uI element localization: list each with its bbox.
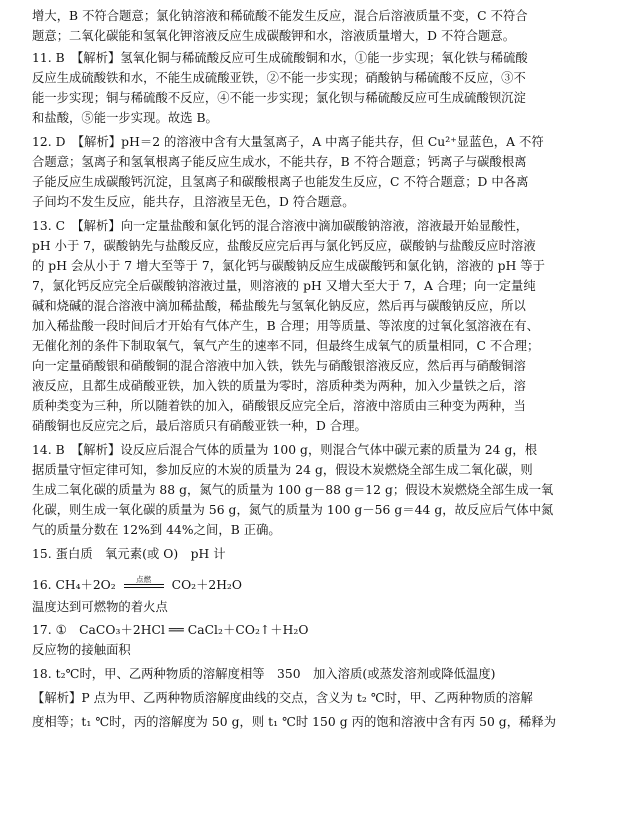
text-line: 化碳，则生成一氧化碳的质量为 56 g，氮气的质量为 100 g－56 g＝44 g，故反应后气体中氮 [32, 503, 554, 517]
text-line: 加入稀盐酸一段时间后才开始有气体产生，B 合理；用等质量、等浓度的过氧化氢溶液在有、 [32, 319, 539, 333]
reaction-arrow [124, 576, 164, 588]
q18-analysis-line: 【解析】P 点为甲、乙两种物质溶解度曲线的交点，含义为 t₂ ℃时，甲、乙两种物质的溶解 [32, 691, 533, 705]
text-line: 气的质量分数在 12%到 44%之间，B 正确。 [32, 523, 281, 537]
q16-reactants: 16. CH₄＋2O₂ [32, 578, 116, 592]
text-line: 液反应，且都生成硝酸亚铁，加入铁的质量为零时，溶质种类为两种，加入少量铁之后，溶 [32, 379, 526, 393]
text-line: 子间均不发生反应，能共存，且溶液呈无色，D 符合题意。 [32, 195, 355, 209]
text-line: 14. B 【解析】设反应后混合气体的质量为 100 g，则混合气体中碳元素的质量为 24 g，根 [32, 443, 538, 457]
text-line: 题意；二氧化碳能和氢氧化钾溶液反应生成碳酸钾和水，溶液质量增大，D 不符合题意。 [32, 29, 516, 43]
text-line: 反应生成硫酸铁和水，不能生成硫酸亚铁，②不能一步实现；硝酸钠与稀硫酸不反应，③不 [32, 71, 526, 85]
text-line: 硝酸铜也反应完之后，最后溶质只有硝酸亚铁一种，D 合理。 [32, 419, 367, 433]
text-line: 的 pH 会从小于 7 增大至等于 7，氯化钙与碳酸钠反应生成碳酸钙和氯化钠，溶液的 pH 等于 [32, 259, 545, 273]
text-line: 和盐酸，⑤能一步实现。故选 B。 [32, 111, 218, 125]
text-line: 能一步实现；铜与稀硫酸不反应，④不能一步实现；氯化钡与稀硫酸反应可生成硫酸钡沉淀 [32, 91, 526, 105]
solution-text [32, 6, 596, 564]
text-line: 质种类变为三种，所以随着铁的加入，硝酸银反应完全后，溶液中溶质由三种变为两种，当 [32, 399, 526, 413]
text-line: 碱和烧碱的混合溶液中滴加稀盐酸，稀盐酸先与氢氧化钠反应，然后再与碳酸钠反应，所以 [32, 299, 526, 313]
text-line: 15. 蛋白质 氧元素(或 O) pH 计 [32, 547, 226, 561]
text-line: 合题意；氢离子和氢氧根离子能反应生成水，不能共存，B 不符合题意；钙离子与碳酸根离 [32, 155, 527, 169]
q17-equation: 17. ① CaCO₃＋2HCl ══ CaCl₂＋CO₂↑＋H₂O [32, 623, 309, 637]
spacer [32, 564, 596, 573]
q18-answer: 18. t₂℃时，甲、乙两种物质的溶解度相等 350 加入溶质(或蒸发溶剂或降低温度) [32, 667, 496, 681]
text-line: 向一定量硝酸银和硝酸铜的混合溶液中加入铁，铁先与硝酸银溶液反应，然后再与硝酸铜溶 [32, 359, 526, 373]
q16-products: CO₂＋2H₂O [171, 578, 242, 592]
text-line: 子能反应生成碳酸钙沉淀，且氢离子和碳酸根离子也能发生反应，C 不符合题意；D 中各离 [32, 175, 529, 189]
q16-equation [32, 573, 596, 597]
text-line: 11. B 【解析】氢氧化铜与稀硫酸反应可生成硫酸铜和水，①能一步实现；氧化铁与稀硫酸 [32, 51, 528, 65]
text-line: 据质量守恒定律可知，参加反应的木炭的质量为 24 g，假设木炭燃烧全部生成二氧化碳，则 [32, 463, 533, 477]
text-line: 7，氯化钙反应完全后碳酸钠溶液过量，则溶液的 pH 又增大至大于 7，A 合理；向一定量纯 [32, 279, 536, 293]
text-line: pH 小于 7，碳酸钠先与盐酸反应，盐酸反应完后再与氯化钙反应，碳酸钠与盐酸反应时溶液 [32, 239, 536, 253]
text-line: 12. D 【解析】pH＝2 的溶液中含有大量氢离子，A 中离子能共存，但 Cu²⁺显蓝色，A 不符 [32, 135, 544, 149]
q18-analysis-line: 度相等；t₁ ℃时，丙的溶解度为 50 g，则 t₁ ℃时 150 g 丙的饱和溶液中含有丙 50 g，稀释为 [32, 715, 557, 729]
q16-note: 温度达到可燃物的着火点 [32, 600, 168, 614]
q17-note: 反应物的接触面积 [32, 643, 131, 657]
text-line: 无催化剂的条件下制取氧气，氧气产生的速率不同，但最终生成氧气的质量相同，C 不合理； [32, 339, 540, 353]
reaction-condition: 点燃 [136, 575, 152, 584]
text-line: 增大，B 不符合题意；氯化钠溶液和稀硫酸不能发生反应，混合后溶液质量不变，C 不符合 [32, 9, 528, 23]
answer-page [32, 6, 596, 732]
text-line: 13. C 【解析】向一定量盐酸和氯化钙的混合溶液中滴加碳酸钠溶液，溶液最开始显酸性， [32, 219, 529, 233]
equals-bar [124, 584, 164, 588]
text-line: 生成二氧化碳的质量为 88 g，氮气的质量为 100 g－88 g＝12 g；假设木炭燃烧全部生成一氧 [32, 483, 554, 497]
